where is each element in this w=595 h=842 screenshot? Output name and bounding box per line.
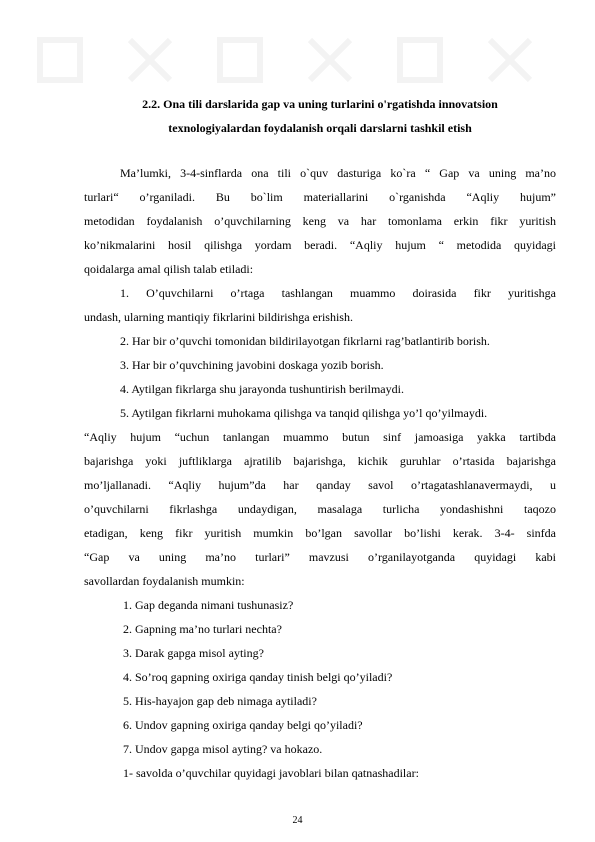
- text-line: “Aqliy hujum “uchun tanlangan muammo butun sinf jamoasiga yakka tartibda: [84, 430, 556, 444]
- text-line: etadigan, keng fikr yuritish mumkin bo’lgan savollar bo’lishi kerak. 3-4- sinfda: [84, 526, 556, 540]
- question-item: 1. Gap deganda nimani tushunasiz?: [123, 598, 294, 612]
- text-line: mo’ljallanadi. “Aqliy hujum”da har qanday savol o’rtagatashlanavermaydi, u: [84, 478, 556, 492]
- list-item: 2. Har bir o’quvchi tomonidan bildirilayotgan fikrlarni rag’batlantirib borish.: [120, 334, 490, 348]
- text-line: metodidan foydalanish o’quvchilarning keng va har tomonlama erkin fikr yuritish: [84, 214, 556, 228]
- text-line: turlari“ o’rganiladi. Bu bo`lim materiallarini o`rganishda “Aqliy hujum”: [84, 190, 556, 204]
- text-line: o’quvchilarni fikrlashga undaydigan, masalaga turlicha yondashishni taqozo: [84, 502, 556, 516]
- text-line: savollardan foydalanish mumkin:: [84, 574, 245, 588]
- list-item: 4. Aytilgan fikrlarga shu jarayonda tushuntirish berilmaydi.: [120, 382, 404, 396]
- text-line: “Gap va uning ma’no turlari” mavzusi o’rganilayotganda quyidagi kabi: [84, 550, 556, 564]
- question-item: 5. His-hayajon gap deb nimaga aytiladi?: [123, 694, 317, 708]
- section-heading-line-2: texnologiyalardan foydalanish orqali darslarni tashkil etish: [168, 121, 472, 135]
- list-item: 5. Aytilgan fikrlarni muhokama qilishga va tanqid qilishga yo’l qo’yilmaydi.: [120, 406, 488, 420]
- question-item: 2. Gapning ma’no turlari nechta?: [123, 622, 282, 636]
- text-line: 1- savolda o’quvchilar quyidagi javoblari bilan qatnashadilar:: [123, 766, 419, 780]
- text-line: bajarishga yoki juftliklarga ajratilib bajarishga, kichik guruhlar o’rtasida bajarishga: [84, 454, 556, 468]
- question-item: 7. Undov gapga misol ayting? va hokazo.: [123, 742, 323, 756]
- text-line: Ma’lumki, 3-4-sinflarda ona tili o`quv dasturiga ko`ra “ Gap va uning ma’no: [120, 166, 556, 180]
- question-item: 3. Darak gapga misol ayting?: [123, 646, 264, 660]
- section-heading-line-1: 2.2. Ona tili darslarida gap va uning turlarini o'rgatishda innovatsion: [142, 97, 498, 111]
- list-item: 3. Har bir o’quvchining javobini doskaga yozib borish.: [120, 358, 384, 372]
- text-line: ko’nikmalarini hosil qilishga yordam beradi. “Aqliy hujum “ metodida quyidagi: [84, 238, 556, 252]
- list-item: 1. O’quvchilarni o’rtaga tashlangan muammo doirasida fikr yuritishga: [120, 286, 556, 300]
- text-line: qoidalarga amal qilish talab etiladi:: [84, 262, 254, 276]
- question-item: 6. Undov gapning oxiriga qanday belgi qo’yiladi?: [123, 718, 363, 732]
- list-item-continuation: undash, ularning mantiqiy fikrlarini bildirishga erishish.: [84, 310, 353, 324]
- page-number: 24: [292, 815, 303, 826]
- question-item: 4. So’roq gapning oxiriga qanday tinish belgi qo’yiladi?: [123, 670, 393, 684]
